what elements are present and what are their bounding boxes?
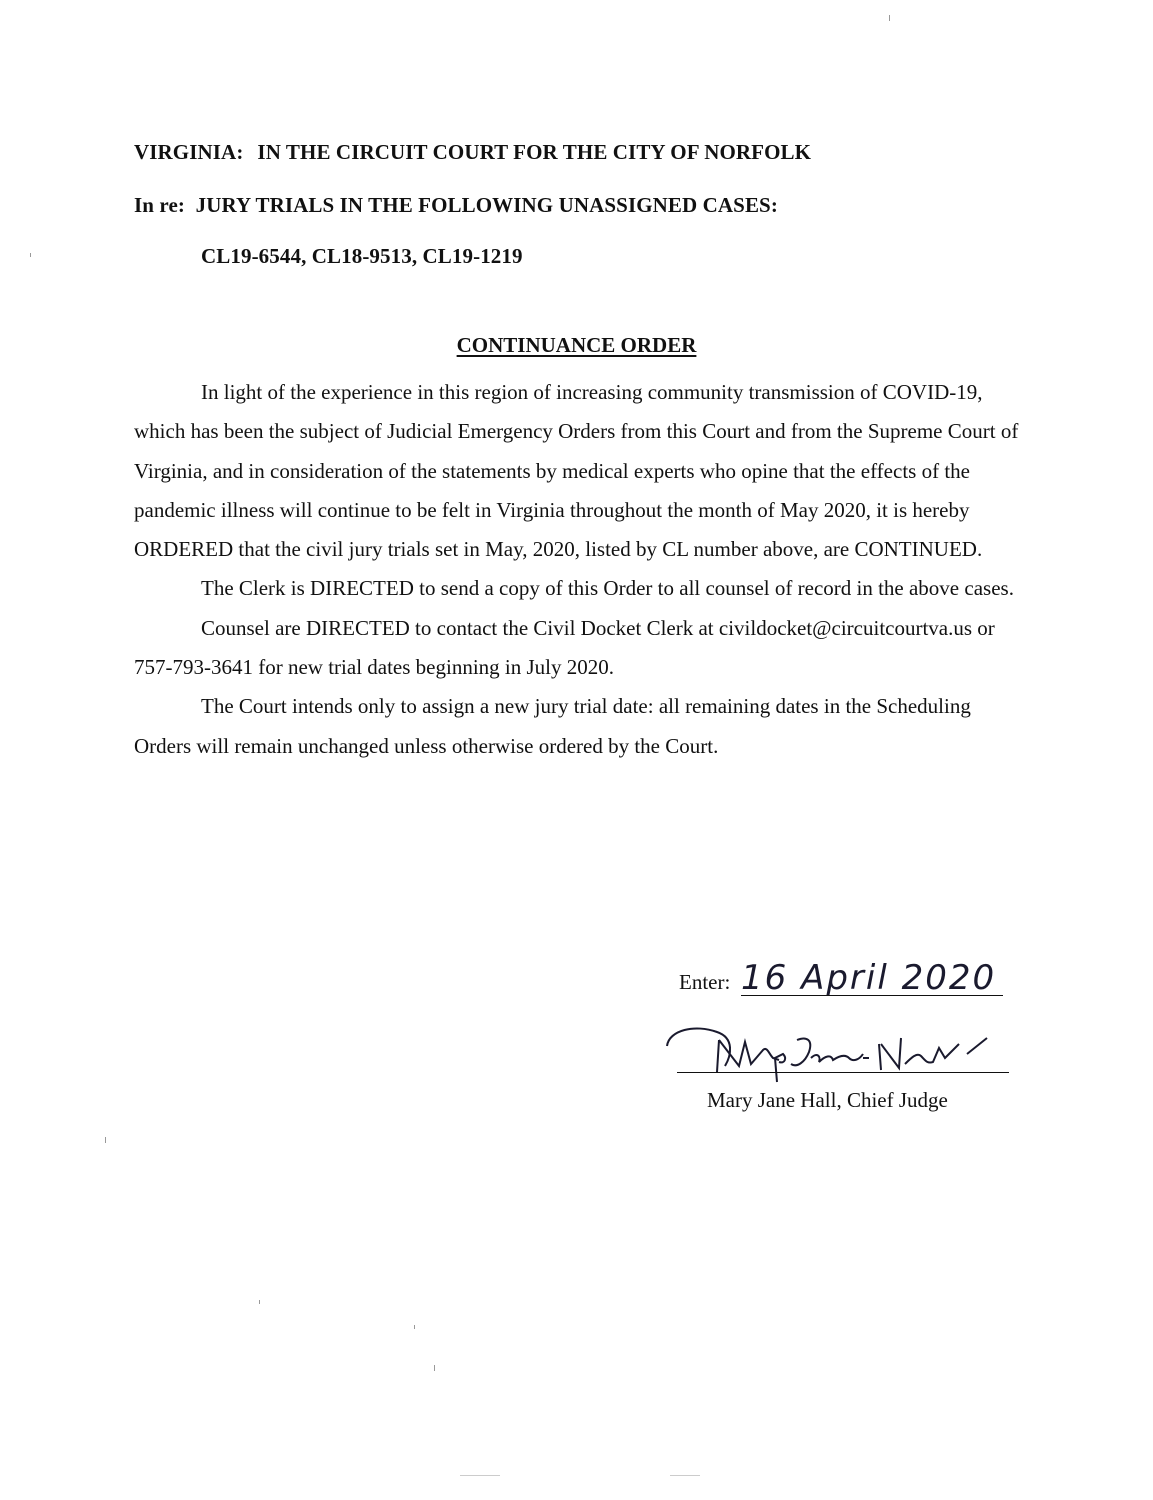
order-title: CONTINUANCE ORDER: [456, 333, 697, 357]
scan-speck: [414, 1325, 415, 1329]
scan-speck: [670, 1475, 700, 1476]
paragraph-clerk-directive: The Clerk is DIRECTED to send a copy of this Order to all counsel of record in the above cases.: [201, 576, 1014, 601]
paragraph-counsel-directive: Counsel are DIRECTED to contact the Civil Docket Clerk at civildocket@circuitcourtva.us or 757-793-3641 for new trial dates beginning in July 2020.: [134, 615, 995, 680]
paragraph-scheduling: The Court intends only to assign a new jury trial date: all remaining dates in the Scheduling Orders will remain unchanged unless otherwise ordered by the Court.: [134, 694, 971, 758]
entry-date-block: [679, 958, 1009, 1002]
caption-court: IN THE CIRCUIT COURT FOR THE CITY OF NORFOLK: [257, 140, 812, 164]
order-title-wrap: [0, 333, 1153, 358]
scan-speck: [889, 15, 890, 21]
signature-line: [677, 1072, 1009, 1073]
court-caption: [134, 140, 811, 165]
signer-name: Mary Jane Hall, Chief Judge: [707, 1088, 948, 1112]
scan-speck: [30, 253, 31, 257]
order-body: [134, 373, 1024, 766]
date-line: [741, 995, 1003, 996]
handwritten-signature: [655, 1018, 1015, 1088]
signature-block: [655, 1018, 1015, 1118]
scan-speck: [434, 1365, 435, 1371]
scan-speck: [105, 1137, 106, 1143]
handwritten-date: 16 April 2020: [741, 958, 997, 998]
scan-speck: [460, 1475, 500, 1476]
paragraph-findings: In light of the experience in this region of increasing community transmission of COVID-19, which has been the subject of Judicial Emergency Orders from this Court and from the Supreme Court of Virginia, and in consideration of the statements by medical experts who opine that the effects of the pandemic illness will continue to be felt in Virginia throughout the month of May 2020, it is hereby ORDERED that the civil jury trials set in May, 2020, listed by CL number above, are CONTINUED.: [134, 380, 1019, 562]
enter-label: Enter:: [679, 970, 731, 994]
scan-speck: [259, 1300, 260, 1304]
in-re-line: In re: JURY TRIALS IN THE FOLLOWING UNASSIGNED CASES:: [134, 193, 778, 217]
case-numbers: CL19-6544, CL18-9513, CL19-1219: [201, 244, 523, 268]
caption-state: VIRGINIA:: [134, 140, 244, 164]
